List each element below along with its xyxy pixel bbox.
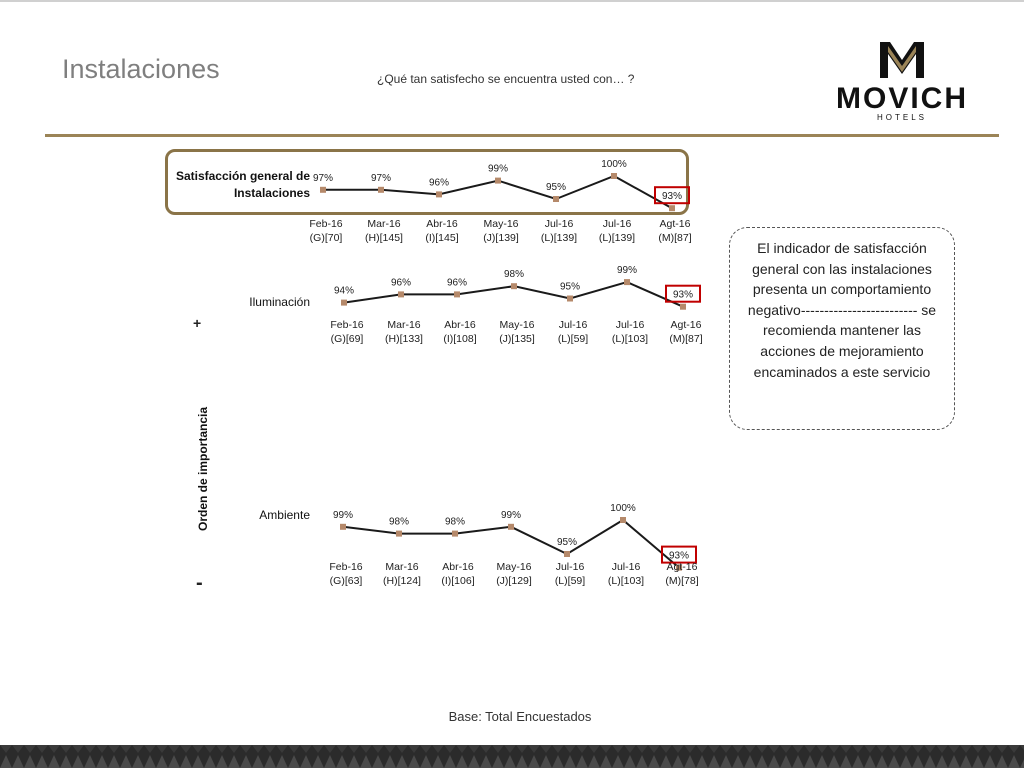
tick-label-ambiente-0: Feb-16 [329,561,363,573]
data-label-ambiente-0: 99% [332,509,354,521]
importance-minus: - [196,572,203,594]
tick-sublabel-ambiente-3: (J)[129] [496,575,532,587]
tick-sublabel-ambiente-0: (G)[63] [329,575,363,587]
tick-sublabel-ambiente-6: (M)[78] [665,575,699,587]
data-point-iluminacion-1 [398,291,404,297]
data-label-ambiente-5: 100% [610,503,636,514]
data-point-iluminacion-5 [624,279,630,285]
tick-label-iluminacion-0: Feb-16 [330,319,364,331]
data-point-general-1 [378,187,384,193]
data-label-general-6: 93% [661,191,683,203]
tick-label-iluminacion-3: May-16 [499,319,535,331]
data-point-iluminacion-6 [680,304,686,310]
tick-sublabel-general-3: (J)[139] [483,232,519,244]
series-label-ambiente: Ambiente [259,508,310,522]
tick-label-general-0: Feb-16 [309,218,343,230]
tick-label-general-5: Jul-16 [602,218,632,230]
tick-sublabel-general-0: (G)[70] [309,232,343,244]
series-label-general: Satisfacción general de Instalaciones [175,169,310,200]
tick-label-general-3: May-16 [483,218,519,230]
tick-sublabel-iluminacion-1: (H)[133] [385,333,423,345]
decorative-footer-band [0,745,1024,768]
tick-label-iluminacion-1: Mar-16 [387,319,421,331]
data-label-iluminacion-1: 96% [390,277,412,289]
data-point-general-5 [611,173,617,179]
logo-subtext: HOTELS [876,113,928,122]
data-label-general-0: 97% [312,172,334,184]
tick-sublabel-general-5: (L)[139] [598,232,636,244]
data-label-ambiente-6: 93% [668,550,690,562]
data-point-iluminacion-3 [511,283,517,289]
tick-label-ambiente-5: Jul-16 [611,561,641,573]
data-point-ambiente-4 [564,551,570,557]
data-label-general-1: 97% [370,172,392,184]
tick-sublabel-iluminacion-2: (I)[108] [443,333,477,345]
data-label-general-5: 100% [601,159,627,170]
data-label-ambiente-3: 99% [500,509,522,521]
data-point-iluminacion-4 [567,296,573,302]
importance-plus: + [193,315,202,331]
tick-label-iluminacion-2: Abr-16 [444,319,476,331]
tick-sublabel-ambiente-5: (L)[103] [607,575,645,587]
tick-sublabel-general-4: (L)[139] [540,232,578,244]
data-label-ambiente-2: 98% [444,516,466,528]
tick-label-ambiente-2: Abr-16 [442,561,474,573]
data-label-ambiente-4: 95% [556,537,578,548]
data-label-ambiente-1: 98% [388,516,410,528]
page-subtitle: ¿Qué tan satisfecho se encuentra usted con… ? [377,72,635,86]
data-point-general-4 [553,196,559,202]
tick-label-ambiente-1: Mar-16 [385,561,419,573]
data-label-general-2: 96% [428,177,450,189]
data-label-general-4: 95% [545,182,567,193]
base-note: Base: Total Encuestados [448,709,592,724]
data-label-iluminacion-2: 96% [446,277,468,289]
tick-label-ambiente-6: Agt-16 [666,561,698,573]
tick-label-general-6: Agt-16 [659,218,691,230]
data-label-iluminacion-0: 94% [333,285,355,297]
data-point-ambiente-0 [340,524,346,530]
tick-label-iluminacion-6: Agt-16 [670,319,702,331]
tick-sublabel-ambiente-2: (I)[106] [441,575,475,587]
tick-sublabel-iluminacion-6: (M)[87] [669,333,703,345]
tick-sublabel-iluminacion-3: (J)[135] [499,333,535,345]
data-label-general-3: 99% [487,163,509,175]
tick-sublabel-general-1: (H)[145] [365,232,403,244]
data-point-ambiente-3 [508,524,514,530]
tick-label-iluminacion-5: Jul-16 [615,319,645,331]
data-point-iluminacion-2 [454,291,460,297]
tick-label-iluminacion-4: Jul-16 [558,319,588,331]
data-label-iluminacion-3: 98% [503,269,525,281]
data-point-general-6 [669,205,675,211]
tick-label-general-1: Mar-16 [367,218,401,230]
data-point-general-3 [495,178,501,184]
tick-sublabel-general-2: (I)[145] [425,232,459,244]
tick-sublabel-iluminacion-4: (L)[59] [557,333,589,345]
data-label-iluminacion-4: 95% [559,281,581,293]
data-point-general-0 [320,187,326,193]
tick-sublabel-ambiente-1: (H)[124] [383,575,421,587]
page-title: Instalaciones [62,54,220,84]
tick-sublabel-general-6: (M)[87] [658,232,692,244]
tick-label-ambiente-4: Jul-16 [555,561,585,573]
tick-label-general-4: Jul-16 [544,218,574,230]
data-point-ambiente-1 [396,531,402,537]
tick-sublabel-iluminacion-5: (L)[103] [611,333,649,345]
importance-axis-title: Orden de importancia [196,406,210,531]
data-point-iluminacion-0 [341,300,347,306]
data-point-general-2 [436,191,442,197]
tick-label-general-2: Abr-16 [426,218,458,230]
data-label-iluminacion-5: 99% [616,265,638,277]
data-point-ambiente-5 [620,517,626,523]
series-label-iluminacion: Iluminación [249,295,310,309]
tick-label-ambiente-3: May-16 [496,561,532,573]
data-label-iluminacion-6: 93% [672,289,694,301]
logo-wordmark: MOVICH [836,82,968,115]
insight-note: El indicador de satisfacción general con las instalaciones presenta un comportamiento negativo------------------------- se recomienda mantener las acciones de mejoramiento encaminados a este servicio [729,227,955,430]
data-point-ambiente-2 [452,531,458,537]
tick-sublabel-iluminacion-0: (G)[69] [330,333,364,345]
tick-sublabel-ambiente-4: (L)[59] [554,575,586,587]
